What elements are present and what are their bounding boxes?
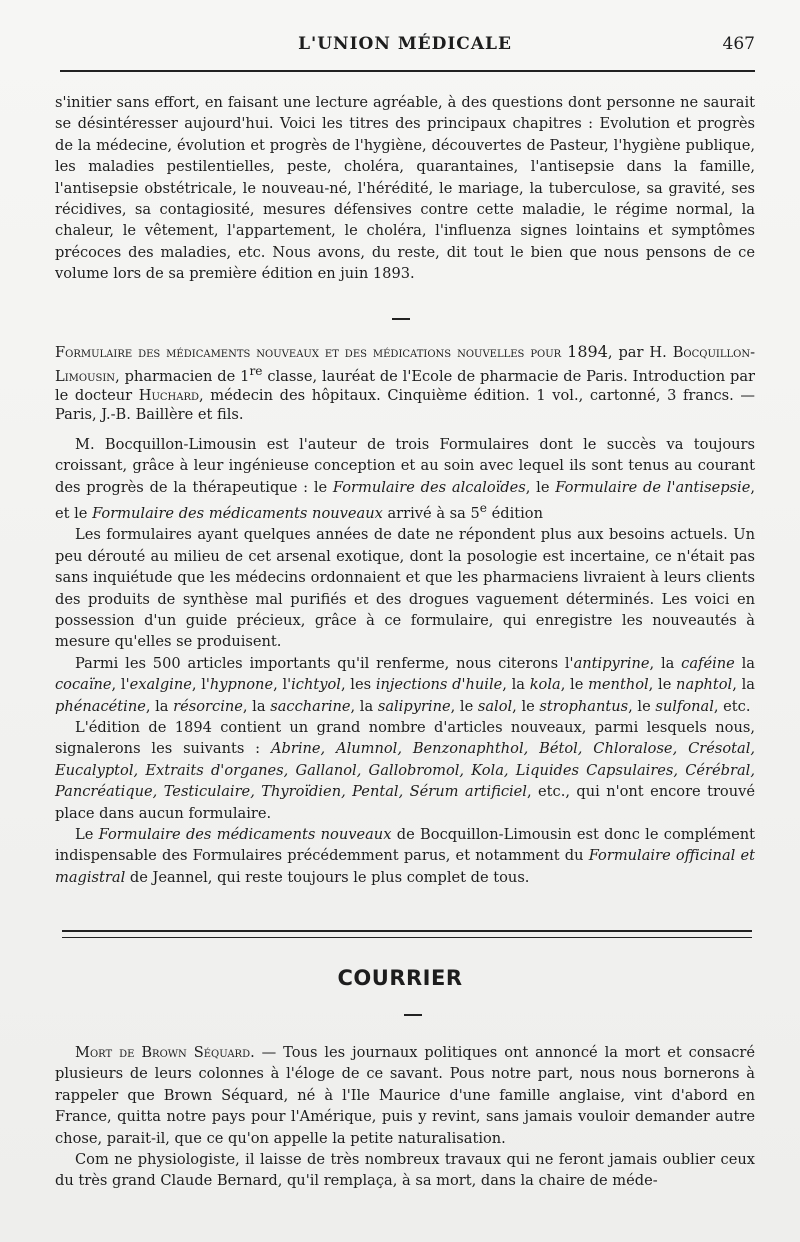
text-run: , l' bbox=[273, 676, 292, 694]
drug-name: strophantus bbox=[539, 697, 629, 715]
heading-dash bbox=[404, 1014, 422, 1016]
text-run: de Bocquillon-Limousin est donc le complément indispensable des Formulaires précédemment parus, et notamment du bbox=[55, 826, 755, 865]
italic-title: Formulaire des médicaments nouveaux bbox=[92, 504, 383, 522]
text-run: de Jeannel, qui reste toujours le plus complet de tous. bbox=[125, 868, 530, 886]
text-run: — Tous les journaux politiques ont annoncé la mort et consacré plusieurs de leurs colonnes à l'éloge de ce savant. Pous notre part, nous nous bornerons à rappeler que Brown Séquard, né à l'Ile Maurice d'une famille anglaise, vint d'abord en France, quitta notre pays pour l'Amérique, puis y revint, sans jamais vouloir demander autre chose, parait-il, que ce qu'on appelle la petite naturalisation. bbox=[55, 1044, 755, 1147]
header-rule bbox=[60, 70, 755, 72]
text-run: , le bbox=[560, 676, 589, 694]
text-run: , etc., qui n'ont encore trouvé place dans aucun formulaire. bbox=[55, 783, 755, 822]
text-run: , le bbox=[525, 478, 556, 496]
drug-name: salipyrine bbox=[377, 697, 451, 715]
text-run: , l' bbox=[111, 676, 130, 694]
text-run: , le bbox=[450, 697, 478, 715]
courrier-paragraph-1 bbox=[55, 1042, 755, 1149]
review-superscript: re bbox=[249, 364, 263, 378]
drug-name: caféine bbox=[681, 654, 735, 672]
drug-name: résorcine bbox=[173, 697, 243, 715]
drug-name: hypnone bbox=[209, 676, 274, 694]
superscript: e bbox=[479, 501, 487, 516]
text-run: Parmi les 500 articles importants qu'il renferme, nous citerons l' bbox=[75, 654, 574, 672]
new-articles-list: Abrine, Alumnol, Benzonaphthol, Bétol, Chloralose, Crésotal, Eucalyptol, Extraits d'organes, Gallanol, Gallobromol, Kola, Liquides Capsulaires, Cérébral, Pancréatique, Testiculaire, Thyroïdien, Pental, Sérum artificiel bbox=[55, 740, 755, 801]
italic-title: Formulaire de l'antisepsie bbox=[555, 478, 751, 496]
drug-name: menthol bbox=[588, 676, 649, 694]
review-citation bbox=[55, 342, 755, 424]
review-after-superscript: classe, lauréat de l'Ecole de pharmacie de Paris. Introduction par le docteur bbox=[55, 367, 755, 404]
review-year: 1894 bbox=[567, 342, 608, 361]
page-number: 467 bbox=[722, 34, 755, 54]
courrier-paragraph-2: Com ne physiologiste, il laisse de très nombreux travaux qui ne feront jamais oublier ceux du très grand Claude Bernard, qu'il remplaça, à sa mort, dans la chaire de méde- bbox=[55, 1151, 755, 1190]
text-run: M. Bocquillon-Limousin est l'auteur de trois Formulaires dont le succès va toujours croissant, grâce à leur ingénieuse conception et au soin avec lequel ils sont tenus au courant des progrès de la thérapeutique : le bbox=[55, 435, 755, 496]
text-run: Le bbox=[75, 826, 99, 844]
drug-name: cocaïne bbox=[55, 676, 112, 694]
running-header bbox=[55, 34, 755, 58]
courrier-heading: COURRIER bbox=[337, 966, 463, 990]
section-divider bbox=[62, 930, 752, 938]
review-book-title: Formulaire des médicaments nouveaux et des médications nouvelles pour bbox=[55, 344, 562, 361]
review-paragraph-1 bbox=[55, 434, 755, 524]
text-run: , la bbox=[732, 676, 755, 694]
italic-title: Formulaire des médicaments nouveaux bbox=[98, 826, 392, 844]
drug-name: saccharine bbox=[270, 697, 351, 715]
text-run: , la bbox=[649, 654, 682, 672]
drug-name: antipyrine bbox=[573, 654, 650, 672]
text-run: , la bbox=[502, 676, 530, 694]
text-run: , la bbox=[145, 697, 174, 715]
drug-name: sulfonal bbox=[655, 697, 714, 715]
review-paragraph-5 bbox=[55, 824, 755, 888]
review-paragraph-3 bbox=[55, 653, 755, 717]
text-run: , le bbox=[648, 676, 677, 694]
drug-name: kola bbox=[529, 676, 561, 694]
journal-title: L'UNION MÉDICALE bbox=[298, 34, 512, 54]
section-dash bbox=[392, 318, 410, 320]
review-author-prefix: , par H. bbox=[607, 344, 673, 361]
review-introducer: Huchard bbox=[138, 386, 200, 404]
text-run: , le bbox=[628, 697, 656, 715]
review-publication: , médecin des hôpitaux. Cinquième édition. 1 vol., cartonné, 3 francs. — Paris, J.-B. Baillère et fils. bbox=[55, 386, 755, 423]
review-after-author: , pharmacien de 1 bbox=[115, 367, 250, 385]
text-run: édition bbox=[486, 504, 543, 522]
text-run: la bbox=[734, 654, 755, 672]
review-paragraph-4 bbox=[55, 717, 755, 824]
drug-name: exalgine bbox=[129, 676, 192, 694]
review-author: Bocquillon-Limousin bbox=[55, 344, 755, 385]
book-review bbox=[55, 342, 755, 888]
intro-text: s'initier sans effort, en faisant une lecture agréable, à des questions dont personne ne saurait se désintéresser aujourd'hui. Voici les titres des principaux chapitres : Evolution et progrès de la médecine, évolution et progrès de l'hygiène, découvertes de Pasteur, l'hygiène publique, les maladies pestilentielles, peste, choléra, quarantaines, l'antisepsie dans la famille, l'antisepsie obstétricale, le nouveau-né, l'hérédité, le mariage, la tuberculose, sa gravité, ses récidives, sa contagiosité, mesures défensives contre cette maladie, le régime normal, la chaleur, le vêtement, l'appartement, le choléra, l'influenza signes lointains et symptômes précoces des maladies, etc. Nous avons, du reste, dit tout le bien que nous pensons de ce volume lors de sa première édition en juin 1893. bbox=[55, 94, 755, 283]
italic-title: Formulaire officinal et magistral bbox=[55, 847, 756, 886]
text-run: arrivé à sa 5 bbox=[382, 504, 480, 522]
drug-name: naphtol bbox=[676, 676, 733, 694]
text-run: , etc. bbox=[713, 697, 751, 715]
text-run: L'édition de 1894 contient un grand nombre d'articles nouveaux, parmi lesquels nous, signalerons les suivants : bbox=[55, 719, 755, 758]
text-run: , l' bbox=[191, 676, 210, 694]
drug-name: phénacétine bbox=[55, 697, 146, 715]
intro-paragraph bbox=[55, 92, 755, 285]
italic-title: Formulaire des alcaloïdes bbox=[332, 478, 526, 496]
text-run: , la bbox=[242, 697, 271, 715]
text-run: , les bbox=[340, 676, 376, 694]
obituary-title: Mort de Brown Séquard. bbox=[75, 1044, 255, 1061]
courrier-body bbox=[55, 1042, 755, 1192]
review-paragraph-2: Les formulaires ayant quelques années de date ne répondent plus aux besoins actuels. Un peu dérouté au milieu de cet arsenal exotique, dont la posologie est incertaine, ce n'était pas sans inquiétude que les médecins ordonnaient et que les pharmaciens livraient à leurs clients des produits de synthèse mal purifiés et des drogues vaguement déterminés. Les voici en possession d'un guide précieux, grâce à ce formulaire, qui enregistre les nouveautés à mesure qu'elles se produisent. bbox=[55, 526, 755, 651]
drug-name: salol bbox=[477, 697, 513, 715]
text-run: , et le bbox=[55, 478, 755, 522]
text-run: , la bbox=[350, 697, 378, 715]
drug-name: ichtyol bbox=[291, 676, 341, 694]
text-run: , le bbox=[512, 697, 540, 715]
drug-name: injections d'huile bbox=[375, 676, 503, 694]
